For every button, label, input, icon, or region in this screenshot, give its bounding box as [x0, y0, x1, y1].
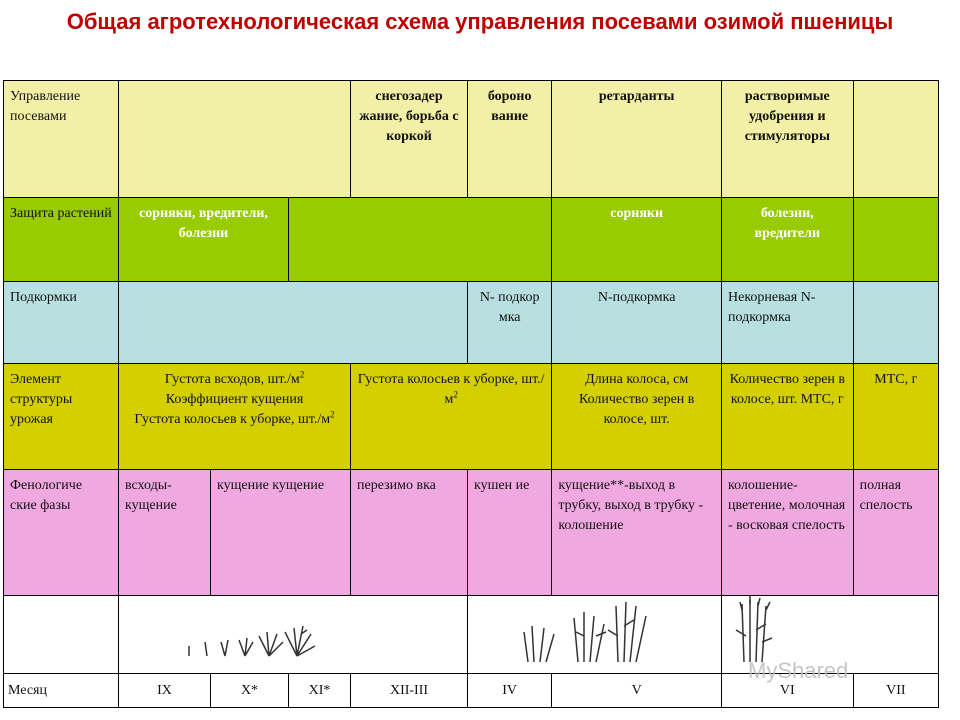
management-retardants: ретарданты	[552, 81, 722, 198]
plants-label-empty	[4, 596, 119, 674]
management-snow: снегозадер жание, борьба с коркой	[351, 81, 468, 198]
month-cell: IV	[468, 674, 552, 708]
watermark: MyShared	[748, 658, 849, 683]
protection-label: Защита растений	[4, 198, 119, 282]
row-yield-structure	[4, 364, 939, 470]
month-cell: IX	[119, 674, 211, 708]
feeding-empty-end	[853, 282, 938, 364]
management-empty-end	[853, 81, 938, 198]
page-title: Общая агротехнологическая схема управления посевами озимой пшеницы	[66, 9, 894, 34]
protection-empty	[289, 198, 552, 282]
management-label: Управление посевами	[4, 81, 119, 198]
row-feeding	[4, 282, 939, 364]
feeding-label: Подкормки	[4, 282, 119, 364]
phase-1: всходы- кущение	[119, 470, 211, 596]
month-cell: X*	[211, 674, 289, 708]
heading-plants-illustration	[722, 596, 938, 666]
plants-booting	[468, 596, 722, 674]
seedling-illustration	[119, 596, 454, 666]
month-cell: XI*	[289, 674, 351, 708]
structure-grains: Количество зерен в колосе, шт. МТС, г	[722, 364, 854, 470]
structure-ear-length: Длина колоса, см Количество зерен в колосе, шт.	[552, 364, 722, 470]
row-management	[4, 81, 939, 198]
management-empty	[119, 81, 351, 198]
phase-3: перезимо вка	[351, 470, 468, 596]
phase-2: кущение кущение	[211, 470, 351, 596]
agro-scheme-table	[3, 80, 939, 708]
structure-density: Густота всходов, $шт./м^2$ Коэффициент кущения Густота колосьев к уборке, $шт./м^2$	[119, 364, 351, 470]
structure-tgw: МТС, г	[853, 364, 938, 470]
row-protection	[4, 198, 939, 282]
feeding-n2: N-подкормка	[552, 282, 722, 364]
phase-6: колошение- цветение, молочная - восковая спелость	[722, 470, 854, 596]
tillering-plants-illustration	[468, 596, 721, 666]
feeding-empty	[119, 282, 468, 364]
protection-empty-end	[853, 198, 938, 282]
protection-weeds: сорняки	[552, 198, 722, 282]
phase-7: полная спелость	[853, 470, 938, 596]
structure-ears: Густота колосьев к уборке, $шт./м^2$	[351, 364, 552, 470]
phases-label: Фенологиче ские фазы	[4, 470, 119, 596]
row-phases	[4, 470, 939, 596]
months-label: Месяц	[4, 674, 119, 708]
management-fertilizers: растворимые удобрения и стимуляторы	[722, 81, 854, 198]
month-cell: VII	[853, 674, 938, 708]
month-cell: V	[552, 674, 722, 708]
phase-5: кущение**-выход в трубку, выход в трубку - колошение	[552, 470, 722, 596]
month-cell: XII-III	[351, 674, 468, 708]
management-harrow: бороно вание	[468, 81, 552, 198]
plants-early	[119, 596, 468, 674]
month-cell: VI	[722, 674, 854, 708]
phase-4: кушен ие	[468, 470, 552, 596]
protection-weeds-pests: сорняки, вредители, болезни	[119, 198, 289, 282]
feeding-n3: Некорневая N-подкормка	[722, 282, 854, 364]
feeding-n1: N- подкор мка	[468, 282, 552, 364]
structure-label: Элемент структуры урожая	[4, 364, 119, 470]
protection-diseases: болезни, вредители	[722, 198, 854, 282]
